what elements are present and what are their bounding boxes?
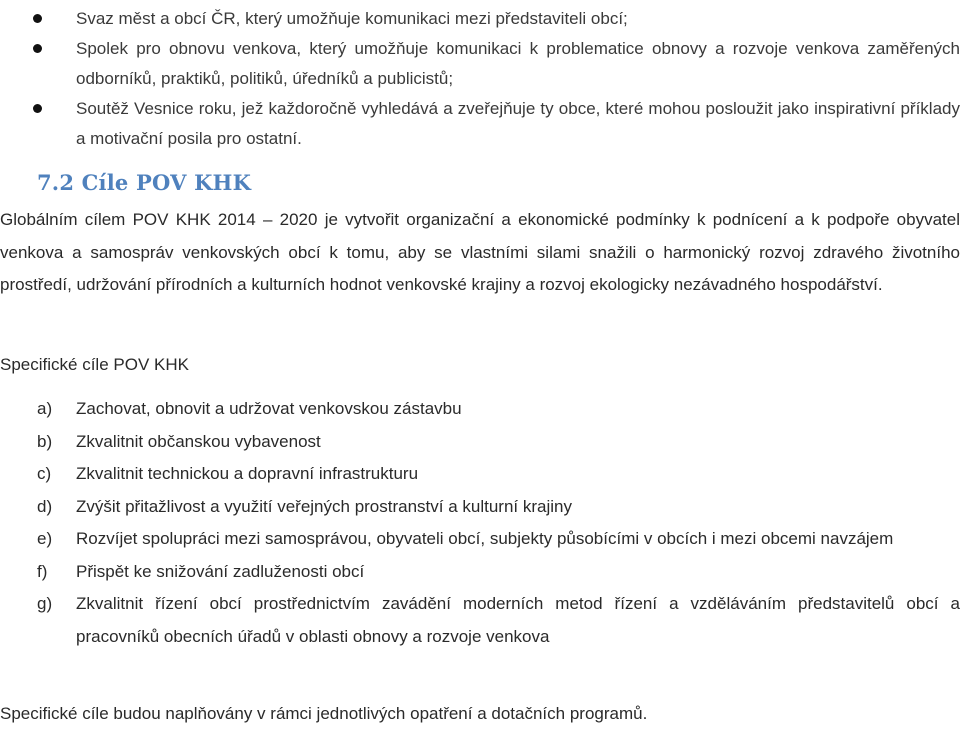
closing-sentence: Specifické cíle budou naplňovány v rámci jednotlivých opatření a dotačních programů. <box>0 704 648 723</box>
goal-marker: b) <box>37 431 53 451</box>
goal-paragraph: Globálním cílem POV KHK 2014 – 2020 je vytvořit organizační a ekonomické podmínky k podnícení a k podpoře obyvatel venkova a samospráv venkovských obcí k tomu, aby se vlastními silami snažili o harmonický rozvoj zdravého životního prostředí, udržování přírodních a kulturních hodnot venkovské krajiny a rozvoj ekologicky nezávadného hospodářství. <box>0 210 960 294</box>
bullet-item <box>0 34 960 94</box>
goal-item <box>0 426 960 459</box>
goal-item <box>0 556 960 589</box>
goal-item <box>0 523 960 556</box>
bullet-dot-icon <box>33 104 42 113</box>
goal-text: Zvýšit přitažlivost a využití veřejných prostranství a kulturní krajiny <box>76 496 572 516</box>
goal-item <box>0 393 960 426</box>
bullet-text: Soutěž Vesnice roku, jež každoročně vyhledává a zveřejňuje ty obce, které mohou posloužit jako inspirativní příklady a motivační posila pro ostatní. <box>76 99 960 148</box>
goal-marker: g) <box>37 594 53 613</box>
bullet-dot-icon <box>33 44 42 53</box>
goals-list <box>0 393 960 653</box>
bullet-text: Svaz měst a obcí ČR, který umožňuje komunikaci mezi představiteli obcí; <box>76 9 628 28</box>
bullet-item <box>0 4 960 34</box>
bullet-item <box>0 94 960 154</box>
bullet-dot-icon <box>33 14 42 23</box>
goal-text: Přispět ke snižování zadluženosti obcí <box>76 561 365 581</box>
goal-marker: d) <box>37 496 53 516</box>
goal-text: Rozvíjet spolupráci mezi samosprávou, obyvateli obcí, subjekty působícími v obcích i mezi obcemi navzájem <box>76 529 894 548</box>
bullet-text: Spolek pro obnovu venkova, který umožňuje komunikaci k problematice obnovy a rozvoje venkova zaměřených odborníků, praktiků, politiků, úředníků a publicistů; <box>76 39 960 88</box>
goal-item <box>0 458 960 491</box>
bullet-list <box>0 4 960 154</box>
goal-marker: a) <box>37 399 53 418</box>
section-heading: 7.2 Cíle POV KHK <box>37 170 252 195</box>
goal-text: Zkvalitnit občanskou vybavenost <box>76 431 321 451</box>
goal-item <box>0 491 960 524</box>
goal-text: Zachovat, obnovit a udržovat venkovskou zástavbu <box>76 399 462 418</box>
goal-marker: f) <box>37 561 48 581</box>
goal-text: Zkvalitnit technickou a dopravní infrastrukturu <box>76 464 419 483</box>
goal-item <box>0 588 960 653</box>
goal-marker: c) <box>37 464 52 483</box>
goal-marker: e) <box>37 529 53 548</box>
specific-goals-heading: Specifické cíle POV KHK <box>0 355 189 374</box>
goal-text: Zkvalitnit řízení obcí prostřednictvím zavádění moderních metod řízení a vzděláváním představitelů obcí a pracovníků obecních úřadů v oblasti obnovy a rozvoje venkova <box>76 594 960 646</box>
